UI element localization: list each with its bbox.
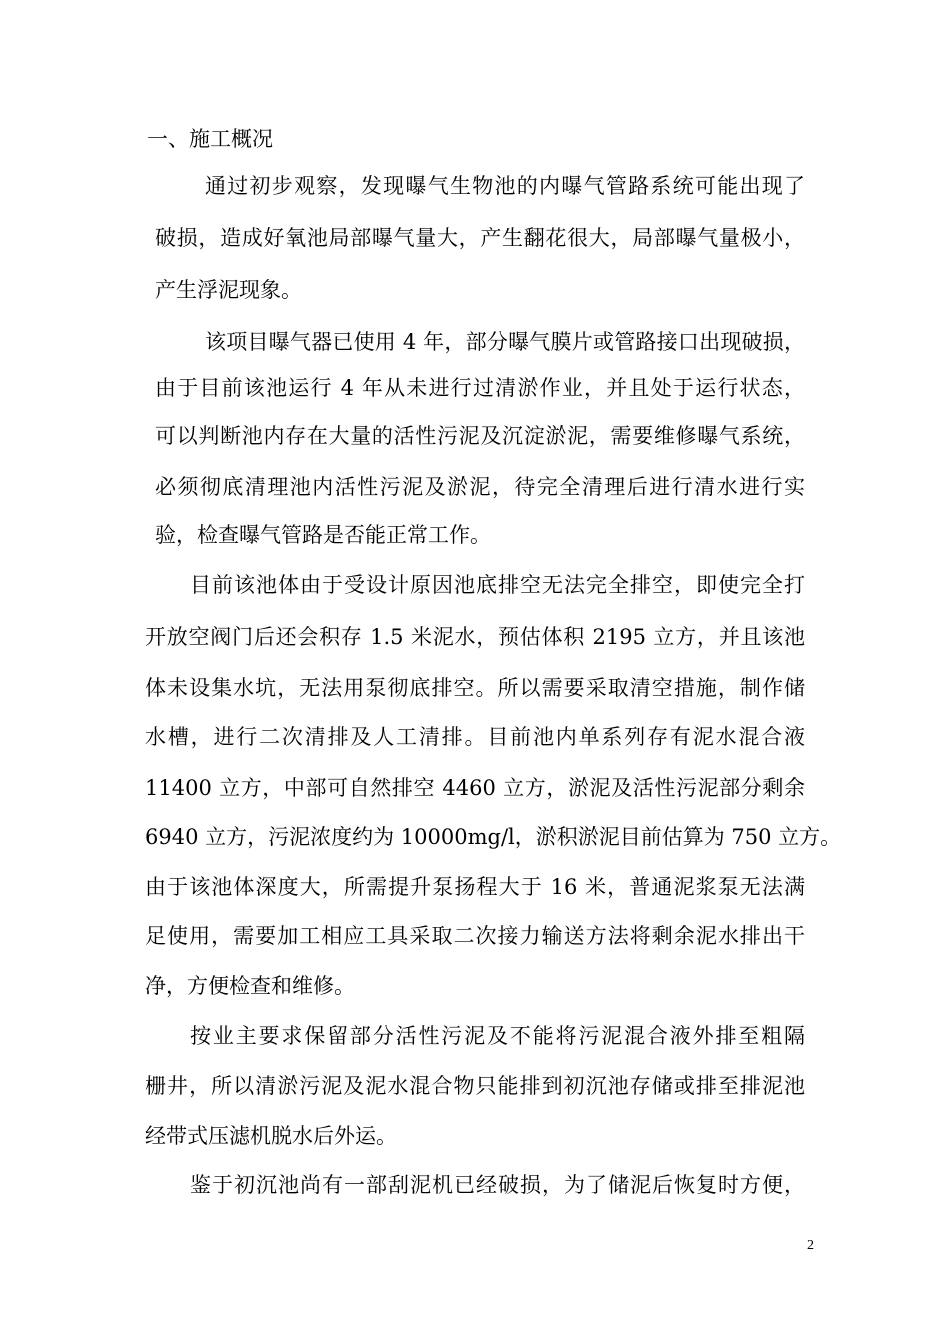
paragraph-3-line-2: 开放空阀门后还会积存 1.5 米泥水，预估体积 2195 立方，并且该池 [145, 625, 805, 649]
section-heading: 一、施工概况 [147, 127, 273, 151]
paragraph-3-line-7: 由于该池体深度大，所需提升泵扬程大于 16 米，普通泥浆泵无法满 [145, 875, 805, 899]
paragraph-1-line-3: 产生浮泥现象。 [155, 278, 302, 302]
paragraph-3-line-1: 目前该池体由于受设计原因池底排空无法完全排空，即使完全打 [190, 573, 805, 597]
paragraph-2-line-2: 由于目前该池运行 4 年从未进行过清淤作业，并且处于运行状态， [155, 376, 805, 400]
page-number: 2 [807, 1238, 814, 1253]
paragraph-4-line-1: 按业主要求保留部分活性污泥及不能将污泥混合液外排至粗隔 [190, 1024, 805, 1048]
paragraph-2-line-4: 必须彻底清理池内活性污泥及淤泥，待完全清理后进行清水进行实 [155, 475, 805, 499]
paragraph-4-line-3: 经带式压滤机脱水后外运。 [145, 1124, 397, 1148]
paragraph-1-line-1: 通过初步观察，发现曝气生物池的内曝气管路系统可能出现了 [205, 174, 805, 198]
paragraph-1-line-2: 破损，造成好氧池局部曝气量大，产生翻花很大，局部曝气量极小， [155, 226, 805, 250]
paragraph-2-line-5: 验，检查曝气管路是否能正常工作。 [155, 523, 491, 547]
paragraph-3-line-8: 足使用，需要加工相应工具采取二次接力输送方法将剩余泥水排出干 [145, 924, 805, 948]
paragraph-3-line-4: 水槽，进行二次清排及人工清排。目前池内单系列存有泥水混合液 [145, 725, 805, 749]
paragraph-3-line-9: 净，方便检查和维修。 [145, 974, 355, 998]
paragraph-3-line-6: 6940 立方，污泥浓度约为 10000mg/l，淤积淤泥目前估算为 750 立方。 [145, 825, 842, 849]
paragraph-3-line-5: 11400 立方，中部可自然排空 4460 立方，淤泥及活性污泥部分剩余 [145, 776, 805, 800]
paragraph-5-line-1: 鉴于初沉池尚有一部刮泥机已经破损，为了储泥后恢复时方便， [190, 1173, 805, 1197]
paragraph-4-line-2: 栅井，所以清淤污泥及泥水混合物只能排到初沉池存储或排至排泥池 [145, 1074, 805, 1098]
paragraph-2-line-1: 该项目曝气器已使用 4 年，部分曝气膜片或管路接口出现破损， [205, 330, 805, 354]
paragraph-3-line-3: 体未设集水坑，无法用泵彻底排空。所以需要采取清空措施，制作储 [145, 676, 805, 700]
paragraph-2-line-3: 可以判断池内存在大量的活性污泥及沉淀淤泥，需要维修曝气系统， [155, 424, 805, 448]
